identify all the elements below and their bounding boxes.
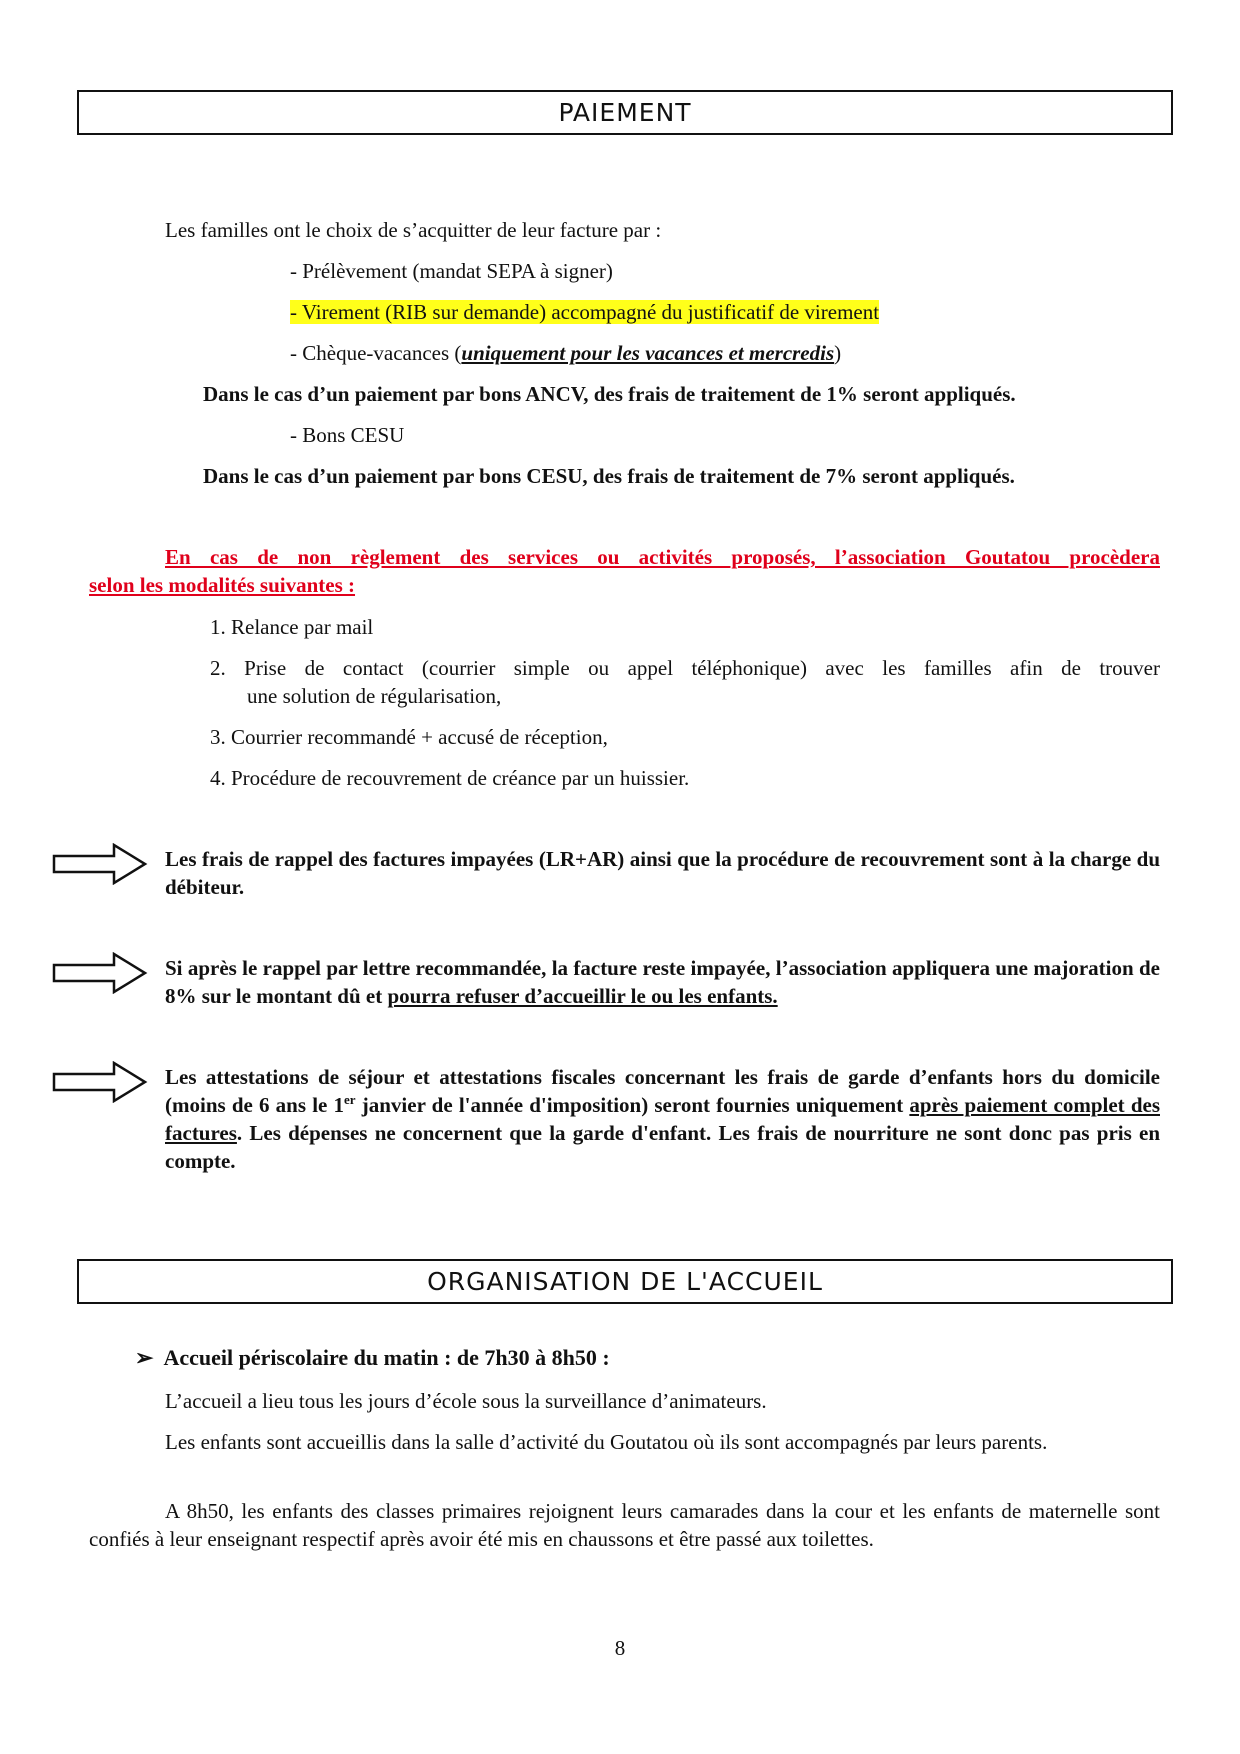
highlighted-text: - Virement (RIB sur demande) accompagné du justificatif de virement [290,300,880,324]
section-title-paiement [77,90,1173,135]
cesu-fee-note: Dans le cas d’un paiement par bons CESU, des frais de traitement de 7% seront appliqués. [203,464,1015,488]
notice-reminder-fees: Les frais de rappel des factures impayées (LR+AR) ainsi que la procédure de recouvrement sont à la charge du débiteur. [165,847,1160,899]
notice-text: Si après le rappel par lettre recommandée, la facture reste impayée, l’association appliquera une majoration de 8% sur le montant dû et [165,956,1160,1008]
arrow-bullet-icon: ➢ [135,1345,154,1370]
arrow-right-icon [52,952,148,994]
notice-text: janvier de l'année d'imposition) seront fournies uniquement [355,1093,910,1117]
notice-late-surcharge [165,954,1160,1010]
option-prefix: - Chèque-vacances ( [290,341,462,365]
section-title-text: ORGANISATION DE L'ACCUEIL [427,1267,823,1296]
payment-option-cesu: - Bons CESU [290,423,405,447]
arrow-right-icon [52,843,148,885]
payment-intro: Les familles ont le choix de s’acquitter de leur facture par : [165,218,662,242]
step-3: 3. Courrier recommandé + accusé de réception, [210,725,608,749]
step-2: 2. Prise de contact (courrier simple ou appel téléphonique) avec les familles afin de trouver [210,656,1160,680]
heading-text: Accueil périscolaire du matin : de 7h30 à 8h50 : [163,1345,610,1370]
accueil-para-1: L’accueil a lieu tous les jours d’école sous la surveillance d’animateurs. [165,1389,767,1413]
notice-text: Les attestations de séjour et attestations fiscales concernant les frais de garde d’enfants hors du domicile (moins de 6 ans le 1 [165,1065,1160,1117]
accueil-matin-heading [135,1344,610,1372]
superscript: er [344,1092,356,1107]
section-title-organisation [77,1259,1173,1304]
notice-underlined-text: pourra refuser d’accueillir le ou les enfants. [387,984,778,1008]
notice-underlined-text: après paiement complet des factures [165,1093,1160,1145]
option-emphasis: uniquement pour les vacances et mercredis [461,341,835,365]
notice-text: . Les dépenses ne concernent que la garde d'enfant. Les frais de nourriture ne sont donc pas pris en compte. [165,1121,1160,1173]
accueil-para-2: Les enfants sont accueillis dans la salle d’activité du Goutatou où ils sont accompagnés par leurs parents. [165,1430,1048,1454]
option-suffix: ) [834,341,842,365]
payment-option-prelevement: - Prélèvement (mandat SEPA à signer) [290,259,613,283]
payment-option-cheque-vacances [290,339,841,367]
notice-tax-certificates [165,1063,1160,1175]
non-payment-warning-line2: selon les modalités suivantes : [89,573,356,597]
accueil-para-3: A 8h50, les enfants des classes primaires rejoignent leurs camarades dans la cour et les enfants de maternelle sont confiés à leur enseignant respectif après avoir été mis en chaussons et être passé aux toilettes. [89,1499,1160,1551]
step-2-continued: une solution de régularisation, [247,684,502,708]
section-title-text: PAIEMENT [558,98,692,127]
step-1: 1. Relance par mail [210,615,374,639]
payment-option-virement [290,298,879,326]
non-payment-warning-line1: En cas de non règlement des services ou activités proposés, l’association Goutatou procèdera [165,545,1160,569]
page-number: 8 [614,1636,626,1660]
step-4: 4. Procédure de recouvrement de créance par un huissier. [210,766,690,790]
ancv-fee-note: Dans le cas d’un paiement par bons ANCV, des frais de traitement de 1% seront appliqués. [203,382,1016,406]
arrow-right-icon [52,1061,148,1103]
